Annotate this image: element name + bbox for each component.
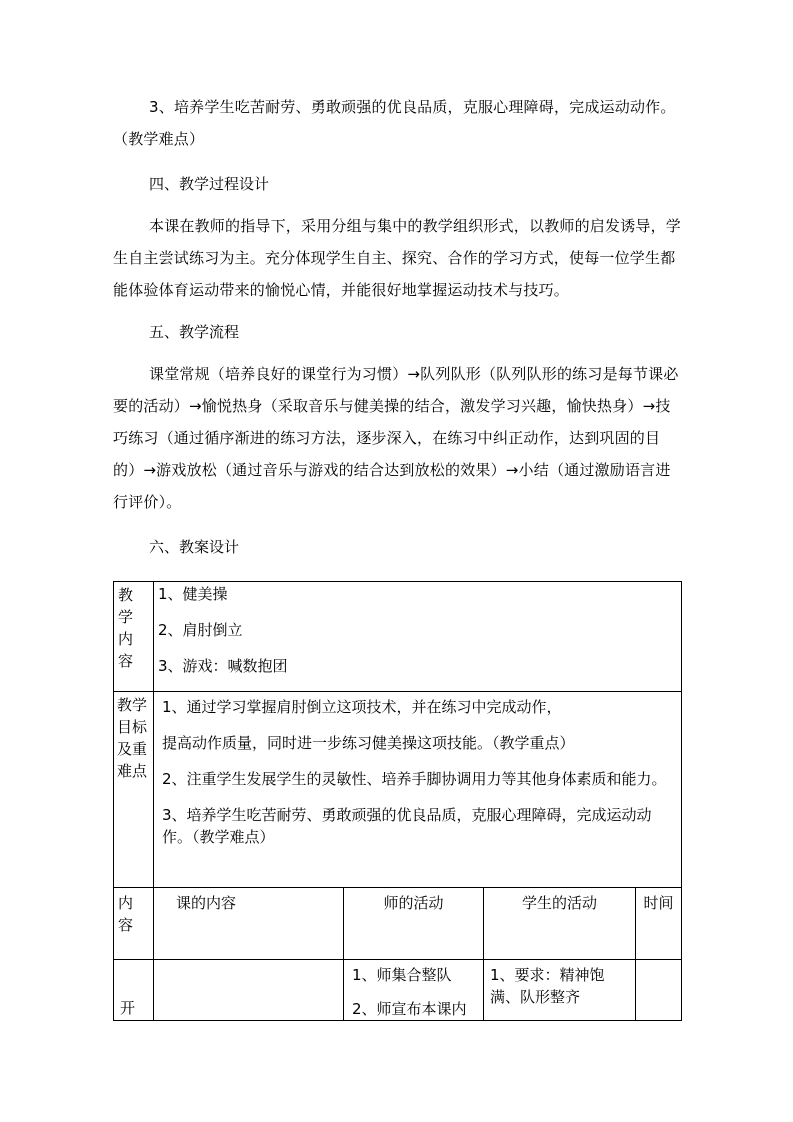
paragraph-teaching-flow: 课堂常规（培养良好的课堂行为习惯）→队列队形（队列队形的练习是每节课必要的活动）→愉悦热身（采取音乐与健美操的结合，激发学习兴趣，愉快热身）→技巧练习（通过循序渐进的练习方法，逐步深入，在练习中纠正动作，达到巩固的目的）→游戏放松（通过音乐与游戏的结合达到放松的效果）→小结（通过激励语言进行评价）。 xyxy=(113,365,679,511)
table-row xyxy=(114,960,682,1021)
content-item: 2、肩肘倒立 xyxy=(158,621,243,639)
content-label-char: 学 xyxy=(118,608,134,626)
goal-item: 2、注重学生发展学生的灵敏性、培养手脚协调用力等其他身体素质和能力。 xyxy=(162,770,667,788)
goals-label-line: 难点 xyxy=(117,762,148,780)
table-header-row xyxy=(114,888,682,960)
content-label-cell xyxy=(114,582,154,692)
table-row-content xyxy=(114,582,682,692)
header-teacher-activity: 师的活动 xyxy=(344,888,484,960)
goals-label-line: 目标 xyxy=(117,718,148,736)
table-row-goals xyxy=(114,692,682,888)
goal-item: 3、培养学生吃苦耐劳、勇敢顽强的优良品质，克服心理障碍，完成运动动作。（教学难点） xyxy=(162,806,652,846)
teacher-activity-item: 1、师集合整队 xyxy=(352,966,452,984)
goals-label-line: 及重 xyxy=(117,740,148,758)
goal-item: 提高动作质量，同时进一步练习健美操这项技能。（教学重点） xyxy=(162,734,575,752)
row-phase-label: 开 xyxy=(114,960,154,1021)
goals-cell xyxy=(154,692,682,888)
row-lesson-content xyxy=(154,960,344,1021)
header-student-activity: 学生的活动 xyxy=(484,888,636,960)
content-label-char: 教 xyxy=(118,586,134,604)
teacher-activity-item: 2、师宣布本课内 xyxy=(352,1000,467,1018)
heading-lesson-plan: 六、教案设计 xyxy=(149,538,240,556)
goals-label-line: 教学 xyxy=(117,696,148,714)
content-items-cell xyxy=(154,582,682,692)
paragraph-teaching-process: 本课在教师的指导下，采用分组与集中的教学组织形式，以教师的启发诱导，学生自主尝试练习为主。充分体现学生自主、探究、合作的学习方式，使每一位学生都能体验体育运动带来的愉悦心情，并能很好地掌握运动技术与技巧。 xyxy=(113,217,682,299)
row-student-activity: 1、要求：精神饱满、队形整齐 xyxy=(484,960,636,1021)
heading-teaching-process: 四、教学过程设计 xyxy=(149,175,270,193)
content-label-char: 容 xyxy=(118,652,134,670)
paragraph-goal-3: 3、培养学生吃苦耐劳、勇敢顽强的优良品质，克服心理障碍，完成运动动作。（教学难点） xyxy=(113,98,676,148)
content-item: 1、健美操 xyxy=(158,585,228,603)
content-label-char: 内 xyxy=(118,630,134,648)
header-time: 时间 xyxy=(636,888,682,960)
row-time xyxy=(636,960,682,1021)
heading-teaching-flow: 五、教学流程 xyxy=(149,323,240,341)
content-item: 3、游戏：喊数抱团 xyxy=(158,657,288,675)
header-content-cell xyxy=(114,888,154,960)
goals-label-cell xyxy=(114,692,154,888)
header-content-char: 容 xyxy=(118,916,134,934)
header-lesson-content: 课的内容 xyxy=(154,888,344,960)
header-content-char: 内 xyxy=(118,894,134,912)
row-teacher-activity xyxy=(344,960,484,1021)
lesson-plan-table xyxy=(113,581,682,1021)
goal-item: 1、通过学习掌握肩肘倒立这项技术，并在练习中完成动作， xyxy=(162,698,562,716)
